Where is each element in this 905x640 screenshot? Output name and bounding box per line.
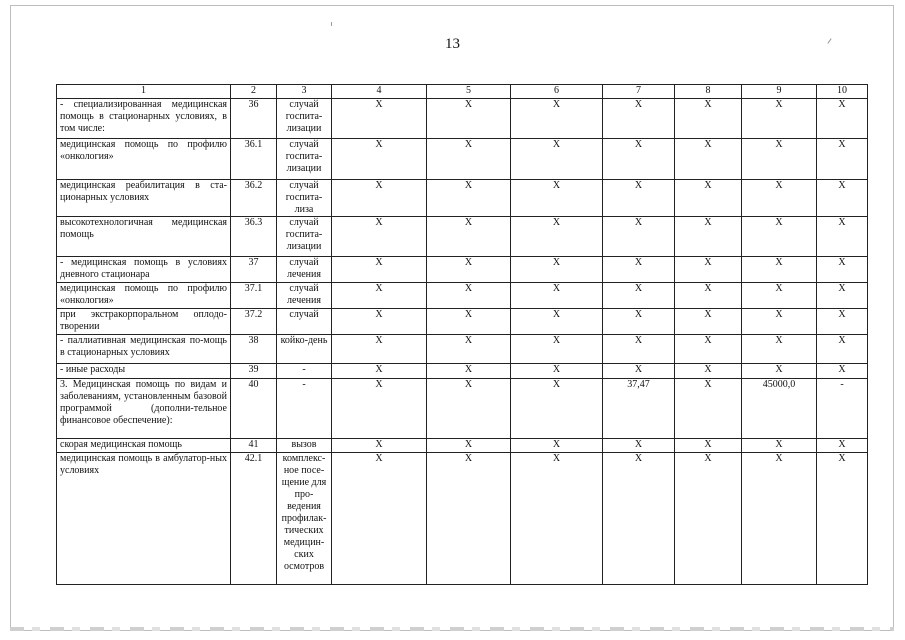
cell-col7: Х (603, 217, 675, 257)
cell-col8: Х (675, 217, 742, 257)
row-code: 37.1 (231, 283, 277, 309)
cell-col9: Х (742, 335, 817, 364)
cell-col7: Х (603, 283, 675, 309)
cell-col7: Х (603, 180, 675, 217)
cell-col4: Х (332, 139, 427, 180)
cell-col10: Х (817, 453, 868, 585)
cell-col10: Х (817, 335, 868, 364)
cell-col4: Х (332, 439, 427, 453)
cell-col8: Х (675, 364, 742, 379)
cell-col7: Х (603, 309, 675, 335)
cell-col7: Х (603, 364, 675, 379)
cell-col10: - (817, 379, 868, 439)
row-name: медицинская реабилитация в ста-ционарных условиях (57, 180, 231, 217)
cell-col7: 37,47 (603, 379, 675, 439)
column-header: 3 (277, 85, 332, 99)
cell-col8: Х (675, 180, 742, 217)
cell-col6: Х (511, 309, 603, 335)
cell-col8: Х (675, 379, 742, 439)
cell-col5: Х (427, 217, 511, 257)
cell-col4: Х (332, 217, 427, 257)
cell-col5: Х (427, 439, 511, 453)
row-code: 41 (231, 439, 277, 453)
cell-col4: Х (332, 283, 427, 309)
cell-col9: Х (742, 364, 817, 379)
table-row (57, 379, 868, 439)
row-name: скорая медицинская помощь (57, 439, 231, 453)
row-unit: случай госпита-лизации (277, 217, 332, 257)
row-name: медицинская помощь по профилю «онкология» (57, 283, 231, 309)
row-name: высокотехнологичная медицинская помощь (57, 217, 231, 257)
column-header: 1 (57, 85, 231, 99)
cell-col10: Х (817, 364, 868, 379)
column-header: 9 (742, 85, 817, 99)
row-name: медицинская помощь по профилю «онкология» (57, 139, 231, 180)
cell-col6: Х (511, 180, 603, 217)
cell-col6: Х (511, 257, 603, 283)
cell-col6: Х (511, 439, 603, 453)
row-name: - иные расходы (57, 364, 231, 379)
row-code: 37.2 (231, 309, 277, 335)
cell-col10: Х (817, 283, 868, 309)
row-unit: случай (277, 309, 332, 335)
table-row (57, 257, 868, 283)
cell-col4: Х (332, 379, 427, 439)
cell-col7: Х (603, 453, 675, 585)
cell-col7: Х (603, 99, 675, 139)
cell-col6: Х (511, 217, 603, 257)
cell-col4: Х (332, 257, 427, 283)
cell-col9: Х (742, 217, 817, 257)
row-code: 38 (231, 335, 277, 364)
row-unit: комплекс-ное посе-щение для про-ведения профилак-тических медицин-ских осмотров (277, 453, 332, 585)
cell-col4: Х (332, 309, 427, 335)
row-unit: случай госпита-лизации (277, 99, 332, 139)
table-row (57, 99, 868, 139)
cell-col5: Х (427, 453, 511, 585)
cell-col9: Х (742, 283, 817, 309)
cell-col8: Х (675, 257, 742, 283)
cell-col5: Х (427, 180, 511, 217)
table-row (57, 217, 868, 257)
column-header: 8 (675, 85, 742, 99)
cell-col8: Х (675, 453, 742, 585)
row-code: 42.1 (231, 453, 277, 585)
row-name: - медицинская помощь в условиях дневного стационара (57, 257, 231, 283)
cell-col9: Х (742, 139, 817, 180)
cell-col5: Х (427, 283, 511, 309)
row-unit: случай госпита-лизации (277, 139, 332, 180)
data-table (56, 84, 868, 585)
page-number: 13 (445, 36, 460, 52)
row-code: 36.3 (231, 217, 277, 257)
table-row (57, 309, 868, 335)
cell-col8: Х (675, 309, 742, 335)
row-name: - паллиативная медицинская по-мощь в стационарных условиях (57, 335, 231, 364)
cell-col5: Х (427, 257, 511, 283)
cell-col8: Х (675, 139, 742, 180)
table-row (57, 439, 868, 453)
cell-col6: Х (511, 283, 603, 309)
column-header: 10 (817, 85, 868, 99)
row-code: 40 (231, 379, 277, 439)
cell-col9: Х (742, 180, 817, 217)
cell-col8: Х (675, 439, 742, 453)
cell-col4: Х (332, 99, 427, 139)
cell-col4: Х (332, 180, 427, 217)
header-row (57, 85, 868, 99)
table-row (57, 453, 868, 585)
row-unit: койко-день (277, 335, 332, 364)
cell-col7: Х (603, 257, 675, 283)
column-header: 4 (332, 85, 427, 99)
cell-col6: Х (511, 335, 603, 364)
column-header: 7 (603, 85, 675, 99)
cell-col5: Х (427, 335, 511, 364)
table-row (57, 139, 868, 180)
column-header: 2 (231, 85, 277, 99)
cell-col8: Х (675, 283, 742, 309)
cell-col10: Х (817, 257, 868, 283)
cell-col4: Х (332, 453, 427, 585)
cell-col9: Х (742, 99, 817, 139)
cell-col5: Х (427, 309, 511, 335)
row-unit: случай лечения (277, 257, 332, 283)
column-header: 6 (511, 85, 603, 99)
cell-col7: Х (603, 139, 675, 180)
table-row (57, 283, 868, 309)
row-unit: - (277, 364, 332, 379)
cell-col10: Х (817, 99, 868, 139)
cell-col4: Х (332, 335, 427, 364)
cell-col6: Х (511, 139, 603, 180)
row-code: 36 (231, 99, 277, 139)
scan-mark (331, 22, 332, 26)
table-row (57, 335, 868, 364)
column-header: 5 (427, 85, 511, 99)
row-name: 3. Медицинская помощь по видам и заболеваниям, установленным базовой программой (дополни-тельное финансовое обеспечение): (57, 379, 231, 439)
cell-col4: Х (332, 364, 427, 379)
cell-col7: Х (603, 335, 675, 364)
cell-col6: Х (511, 453, 603, 585)
row-unit: - (277, 379, 332, 439)
cell-col7: Х (603, 439, 675, 453)
cell-col8: Х (675, 335, 742, 364)
row-code: 36.1 (231, 139, 277, 180)
row-unit: случай лечения (277, 283, 332, 309)
cell-col6: Х (511, 364, 603, 379)
row-name: медицинская помощь в амбулатор-ных условиях (57, 453, 231, 585)
cell-col6: Х (511, 99, 603, 139)
cell-col6: Х (511, 379, 603, 439)
table-row (57, 180, 868, 217)
cell-col5: Х (427, 139, 511, 180)
cell-col9: Х (742, 309, 817, 335)
cell-col9: Х (742, 439, 817, 453)
row-name: при экстракорпоральном оплодо-творении (57, 309, 231, 335)
cell-col5: Х (427, 99, 511, 139)
row-unit: случай госпита-лиза (277, 180, 332, 217)
cell-col5: Х (427, 364, 511, 379)
table-row (57, 364, 868, 379)
cell-col10: Х (817, 217, 868, 257)
row-name: - специализированная медицинская помощь в стационарных условиях, в том числе: (57, 99, 231, 139)
row-unit: вызов (277, 439, 332, 453)
row-code: 36.2 (231, 180, 277, 217)
cell-col10: Х (817, 309, 868, 335)
row-code: 39 (231, 364, 277, 379)
row-code: 37 (231, 257, 277, 283)
cell-col9: Х (742, 257, 817, 283)
cell-col9: 45000,0 (742, 379, 817, 439)
cell-col10: Х (817, 439, 868, 453)
scan-edge (10, 627, 894, 631)
cell-col10: Х (817, 139, 868, 180)
cell-col5: Х (427, 379, 511, 439)
cell-col9: Х (742, 453, 817, 585)
cell-col10: Х (817, 180, 868, 217)
cell-col8: Х (675, 99, 742, 139)
